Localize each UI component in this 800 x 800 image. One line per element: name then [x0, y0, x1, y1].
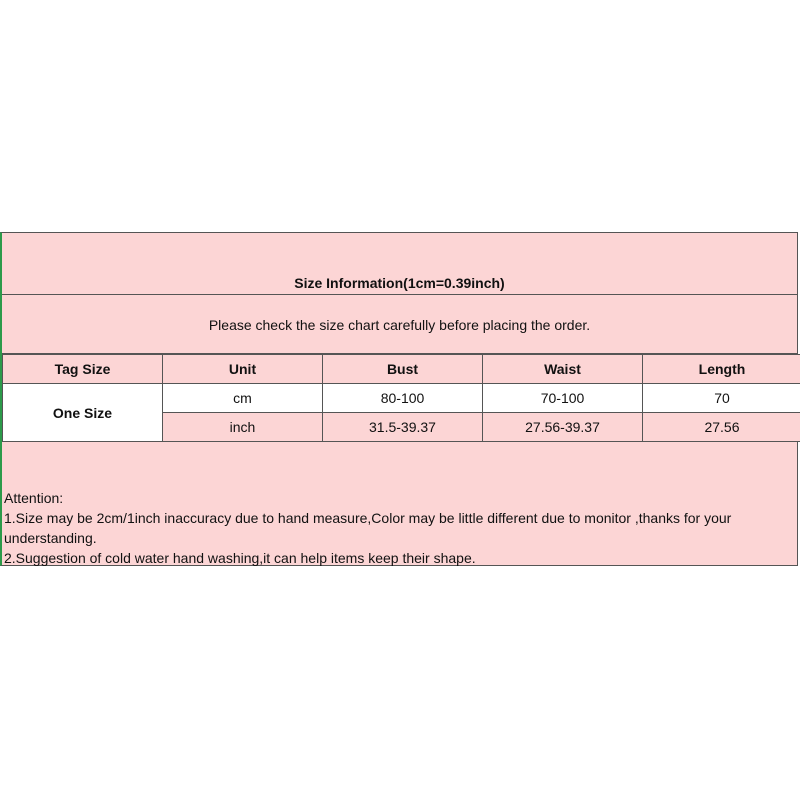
length-cell: 27.56	[643, 413, 800, 442]
header-bust: Bust	[323, 355, 483, 384]
table-row	[3, 384, 800, 413]
length-cell: 70	[643, 384, 800, 413]
header-tag-size: Tag Size	[3, 355, 163, 384]
attention-heading: Attention:	[4, 490, 64, 506]
attention-notes	[4, 488, 794, 568]
attention-line-1: 1.Size may be 2cm/1inch inaccuracy due to hand measure,Color may be little different due to monitor ,thanks for your understanding.	[4, 510, 732, 546]
unit-cell: inch	[163, 413, 323, 442]
header-length: Length	[643, 355, 800, 384]
waist-cell: 70-100	[483, 384, 643, 413]
note-row	[2, 295, 797, 354]
attention-line-2: 2.Suggestion of cold water hand washing,it can help items keep their shape.	[4, 550, 476, 566]
bust-cell: 31.5-39.37	[323, 413, 483, 442]
waist-cell: 27.56-39.37	[483, 413, 643, 442]
header-unit: Unit	[163, 355, 323, 384]
bust-cell: 80-100	[323, 384, 483, 413]
size-chart	[0, 232, 798, 566]
title-row	[2, 233, 797, 295]
size-table	[2, 354, 800, 442]
tag-size-cell: One Size	[3, 384, 163, 442]
chart-title: Size Information(1cm=0.39inch)	[294, 275, 505, 291]
unit-cell: cm	[163, 384, 323, 413]
header-waist: Waist	[483, 355, 643, 384]
order-note: Please check the size chart carefully before placing the order.	[208, 317, 591, 333]
table-header-row	[3, 355, 800, 384]
